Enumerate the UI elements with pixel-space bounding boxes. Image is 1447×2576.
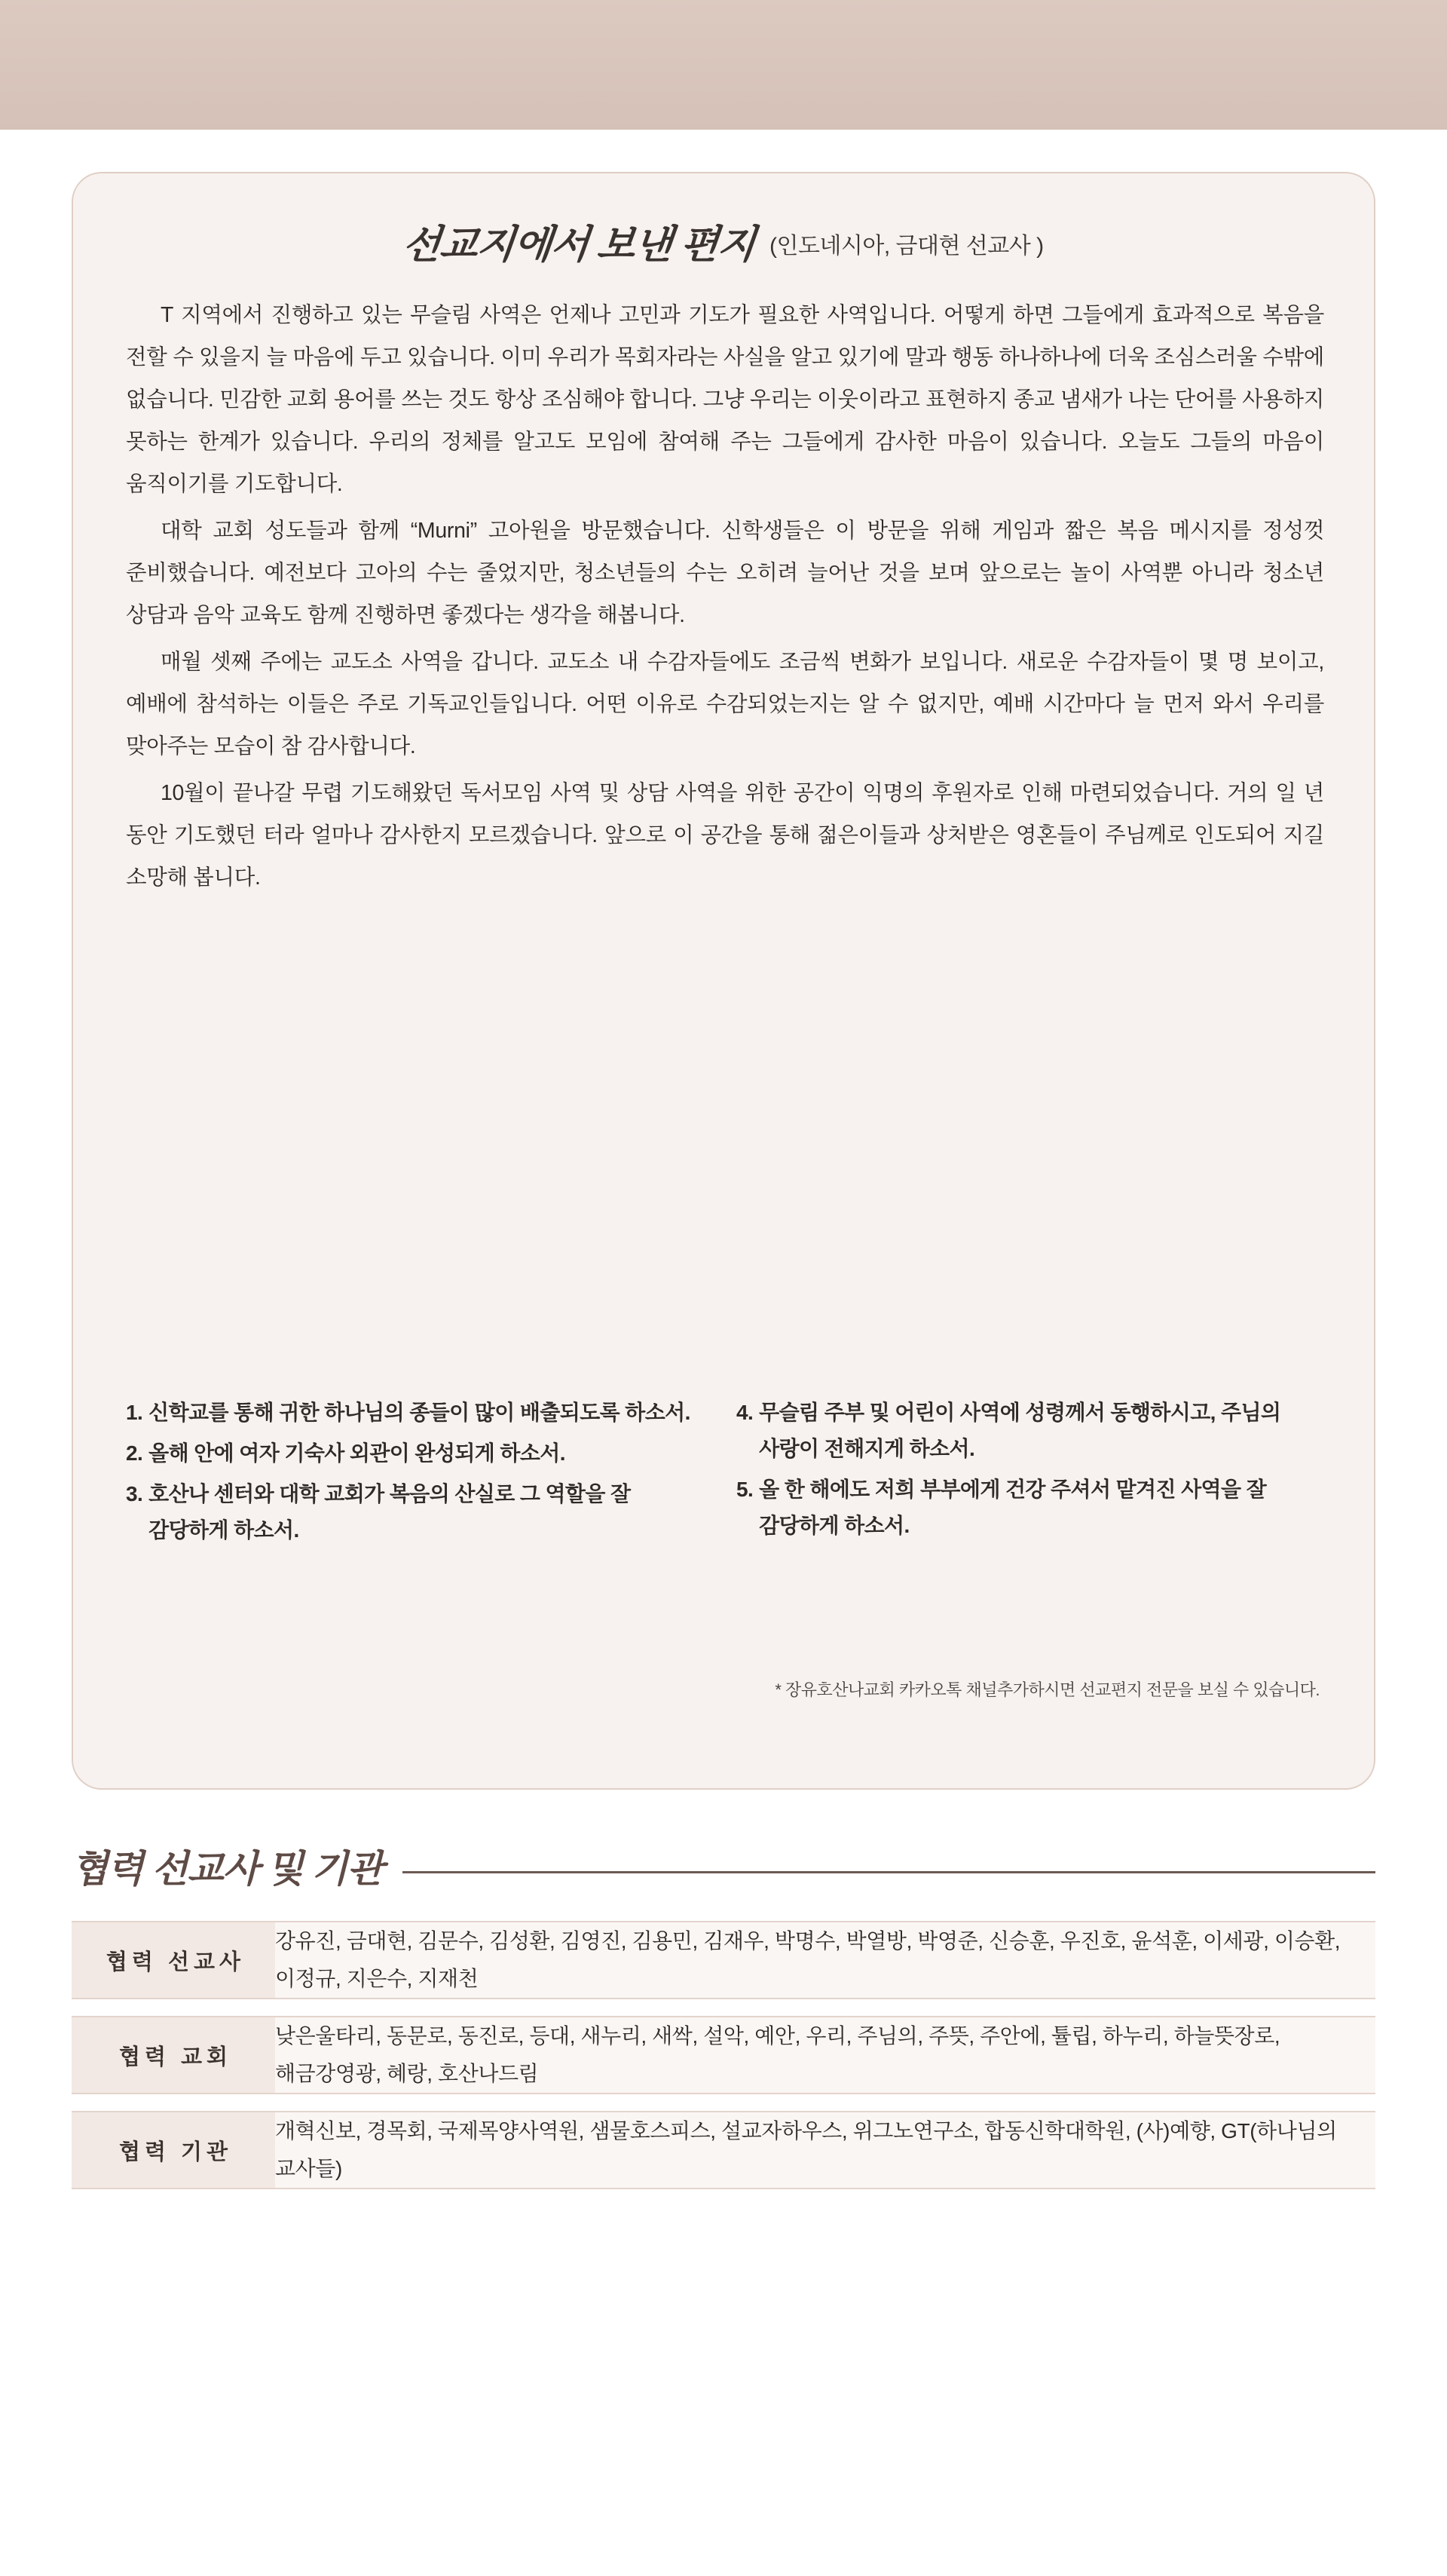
letter-subtitle: (인도네시아, 금대현 선교사 ) [769, 234, 1044, 259]
letter-paragraph: 10월이 끝나갈 무렵 기도해왔던 독서모임 사역 및 상담 사역을 위한 공간이 익명의 후원자로 인해 마련되었습니다. 거의 일 년 동안 기도했던 터라 얼마나 감사한지 모르겠습니다. 앞으로 이 공간을 통해 젊은이들과 상처받은 영혼들이 주님께로 인도되어 지길 소망해 봅니다. [126, 781, 1324, 890]
prayer-item-number: 3. [126, 1482, 143, 1505]
partners-category: 협력 교회 [72, 2017, 275, 2094]
prayer-item [126, 1476, 706, 1548]
mission-letter-card [72, 172, 1375, 1790]
partners-header [72, 1839, 1375, 1892]
letter-paragraph: 대학 교회 성도들과 함께 “Murni” 고아원을 방문했습니다. 신학생들은 이 방문을 위해 게임과 짧은 복음 메시지를 정성껏 준비했습니다. 예전보다 고아의 수는 줄었지만, 청소년들의 수는 오히려 늘어난 것을 보며 앞으로는 놀이 사역뿐 아니라 청소년 상담과 음악 교육도 함께 진행하면 좋겠다는 생각을 해봅니다. [126, 519, 1324, 627]
table-row-spacer [72, 2094, 1375, 2112]
prayer-item-number: 5. [736, 1478, 754, 1501]
prayer-item-text: 무슬림 주부 및 어린이 사역에 성령께서 동행하시고, 주님의 사랑이 전해지게 하소서. [759, 1401, 1281, 1460]
partners-value: 개혁신보, 경목회, 국제목양사역원, 샘물호스피스, 설교자하우스, 위그노연구소, 합동신학대학원, (사)예향, GT(하나님의 교사들) [275, 2112, 1375, 2189]
partners-divider [402, 1871, 1375, 1873]
letter-header [73, 213, 1374, 269]
prayer-column-right [736, 1395, 1317, 1553]
partners-category: 협력 기관 [72, 2112, 275, 2189]
table-row [72, 2112, 1375, 2189]
letter-footnote: * 장유호산나교회 카카오톡 채널추가하시면 선교편지 전문을 보실 수 있습니다. [775, 1680, 1320, 1699]
prayer-item-number: 2. [126, 1441, 143, 1465]
top-decorative-band [0, 0, 1447, 130]
prayer-item-text: 올해 안에 여자 기숙사 외관이 완성되게 하소서. [148, 1441, 565, 1465]
letter-body [126, 294, 1324, 903]
prayer-item [736, 1395, 1317, 1467]
partners-value: 강유진, 금대현, 김문수, 김성환, 김영진, 김용민, 김재우, 박명수, 박열방, 박영준, 신승훈, 우진호, 윤석훈, 이세광, 이승환, 이정규, 지은수, 지재천 [275, 1922, 1375, 1999]
table-row [72, 2017, 1375, 2094]
partners-title: 협력 선교사 및 기관 [72, 1848, 383, 1890]
letter-paragraph: 매월 셋째 주에는 교도소 사역을 갑니다. 교도소 내 수감자들에도 조금씩 변화가 보입니다. 새로운 수감자들이 몇 명 보이고, 예배에 참석하는 이들은 주로 기독교인들입니다. 어떤 이유로 수감되었는지는 알 수 없지만, 예배 시간마다 늘 먼저 와서 우리를 맞아주는 모습이 참 감사합니다. [126, 650, 1324, 758]
prayer-item-number: 1. [126, 1401, 143, 1424]
partners-value: 낮은울타리, 동문로, 동진로, 등대, 새누리, 새싹, 설악, 예안, 우리, 주님의, 주뜻, 주안에, 튤립, 하누리, 하늘뜻장로, 해금강영광, 혜랑, 호산나드림 [275, 2017, 1375, 2094]
partners-section [72, 1839, 1375, 2189]
table-row-spacer [72, 1999, 1375, 2017]
prayer-item [126, 1395, 706, 1431]
letter-paragraph: T 지역에서 진행하고 있는 무슬림 사역은 언제나 고민과 기도가 필요한 사역입니다. 어떻게 하면 그들에게 효과적으로 복음을 전할 수 있을지 늘 마음에 두고 있습니다. 이미 우리가 목회자라는 사실을 알고 있기에 말과 행동 하나하나에 더욱 조심스러울 수밖에 없습니다. 민감한 교회 용어를 쓰는 것도 항상 조심해야 합니다. 그냥 우리는 이웃이라고 표현하지 종교 냄새가 나는 단어를 사용하지 못하는 한계가 있습니다. 우리의 정체를 알고도 모임에 참여해 주는 그들에게 감사한 마음이 있습니다. 오늘도 그들의 마음이 움직이기를 기도합니다. [126, 303, 1324, 496]
prayer-request-list [126, 1395, 1332, 1553]
top-band-gradient [0, 0, 1447, 130]
partners-table [72, 1921, 1375, 2189]
prayer-item-text: 신학교를 통해 귀한 하나님의 종들이 많이 배출되도록 하소서. [148, 1401, 690, 1424]
prayer-item-number: 4. [736, 1401, 754, 1424]
prayer-item [126, 1435, 706, 1472]
prayer-item-text: 올 한 해에도 저희 부부에게 건강 주셔서 맡겨진 사역을 잘 감당하게 하소서. [759, 1478, 1267, 1537]
prayer-item-text: 호산나 센터와 대학 교회가 복음의 산실로 그 역할을 잘 감당하게 하소서. [148, 1482, 631, 1542]
partners-category: 협력 선교사 [72, 1922, 275, 1999]
prayer-column-left [126, 1395, 706, 1553]
prayer-item [736, 1472, 1317, 1544]
table-row [72, 1922, 1375, 1999]
letter-title: 선교지에서 보낸 편지 [400, 224, 757, 267]
